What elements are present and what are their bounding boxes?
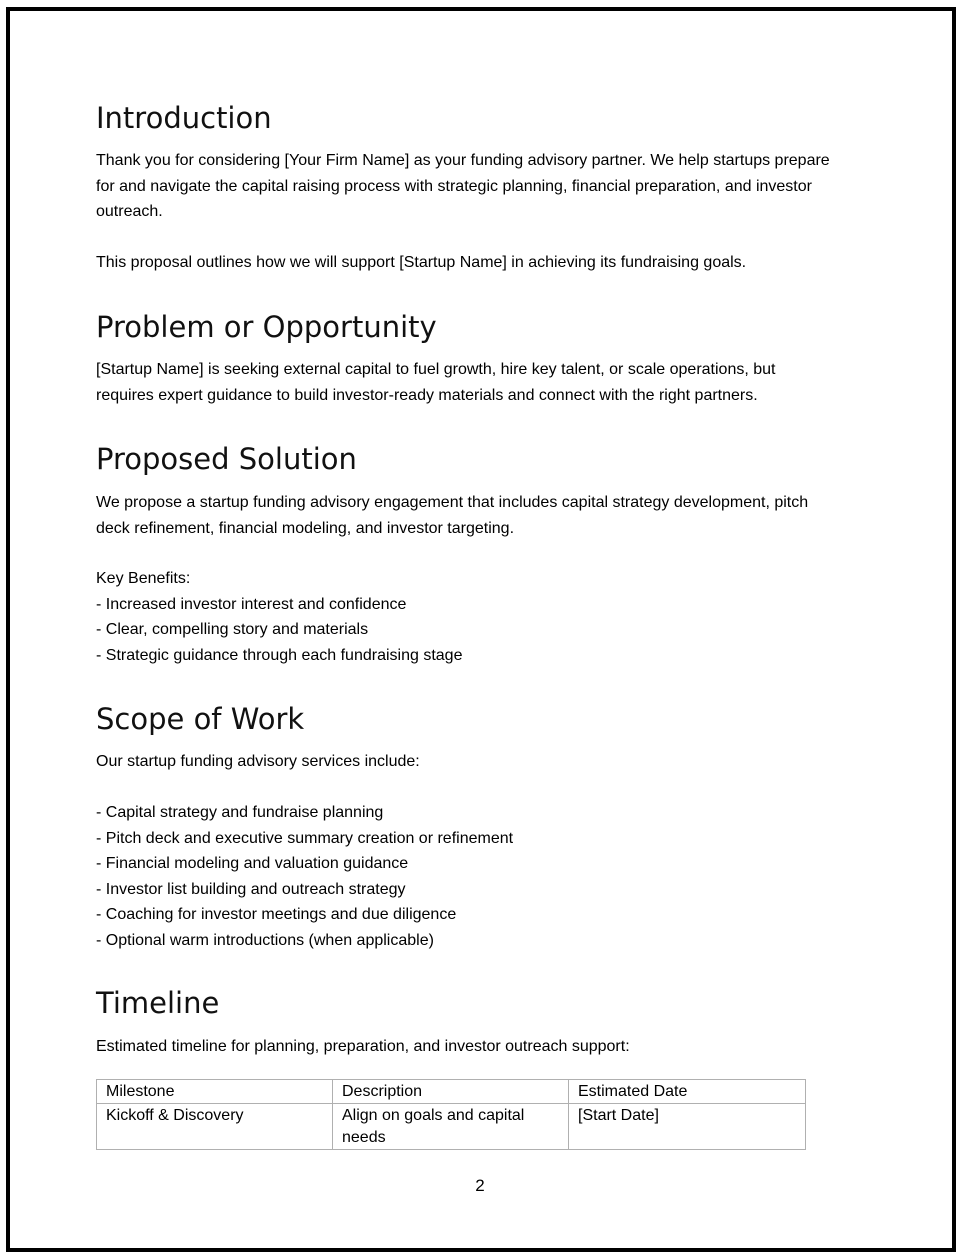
key-benefits-list [96,566,866,668]
heading-introduction: Introduction [96,101,272,135]
header-cell-estimated-date: Estimated Date [569,1080,806,1104]
list-item: - Clear, compelling story and materials [96,621,369,638]
list-item: - Capital strategy and fundraise planning [96,804,384,821]
heading-proposed-solution: Proposed Solution [96,442,357,476]
introduction-paragraph-1 [96,148,866,225]
table-header-row [97,1080,806,1104]
list-item: - Optional warm introductions (when applicable) [96,931,434,949]
key-benefits-label: Key Benefits: [96,570,191,587]
list-item: - Pitch deck and executive summary creation or refinement [96,829,514,847]
timeline-table [96,1079,806,1150]
text-line: requires expert guidance to build investor-ready materials and connect with the right partners. [96,386,758,404]
scope-list [96,800,866,953]
table-cell: [Start Date] [569,1104,806,1150]
heading-problem-or-opportunity: Problem or Opportunity [96,310,437,344]
list-item: - Strategic guidance through each fundraising stage [96,646,463,664]
text-line: Our startup funding advisory services include: [96,753,420,770]
text-line: This proposal outlines how we will support [Startup Name] in achieving its fundraising goals. [96,254,747,271]
list-item: - Coaching for investor meetings and due diligence [96,906,457,923]
solution-paragraph [96,490,866,541]
table-cell: Kickoff & Discovery [97,1104,333,1150]
text-line: We propose a startup funding advisory engagement that includes capital strategy development, pitch [96,494,809,511]
problem-paragraph [96,357,866,408]
text-line: for and navigate the capital raising process with strategic planning, financial preparation, and investor [96,177,812,195]
text-line: outreach. [96,203,163,220]
heading-timeline: Timeline [96,986,220,1020]
header-cell-description: Description [333,1080,569,1104]
list-item: - Increased investor interest and confidence [96,595,407,613]
heading-scope-of-work: Scope of Work [96,702,305,736]
text-line: [Startup Name] is seeking external capital to fuel growth, hire key talent, or scale operations, but [96,361,776,378]
timeline-intro [96,1034,866,1060]
text-line: deck refinement, financial modeling, and investor targeting. [96,519,515,537]
table-cell: Align on goals and capital needs [333,1104,569,1150]
text-line: Thank you for considering [Your Firm Name] as your funding advisory partner. We help startups prepare [96,152,830,169]
text-line: Estimated timeline for planning, preparation, and investor outreach support: [96,1038,630,1055]
scope-intro [96,749,866,775]
page-number: 2 [475,1176,485,1195]
introduction-paragraph-2 [96,250,866,276]
list-item: - Investor list building and outreach strategy [96,880,406,898]
header-cell-milestone: Milestone [97,1080,333,1104]
table-row [97,1104,806,1150]
list-item: - Financial modeling and valuation guidance [96,855,409,872]
